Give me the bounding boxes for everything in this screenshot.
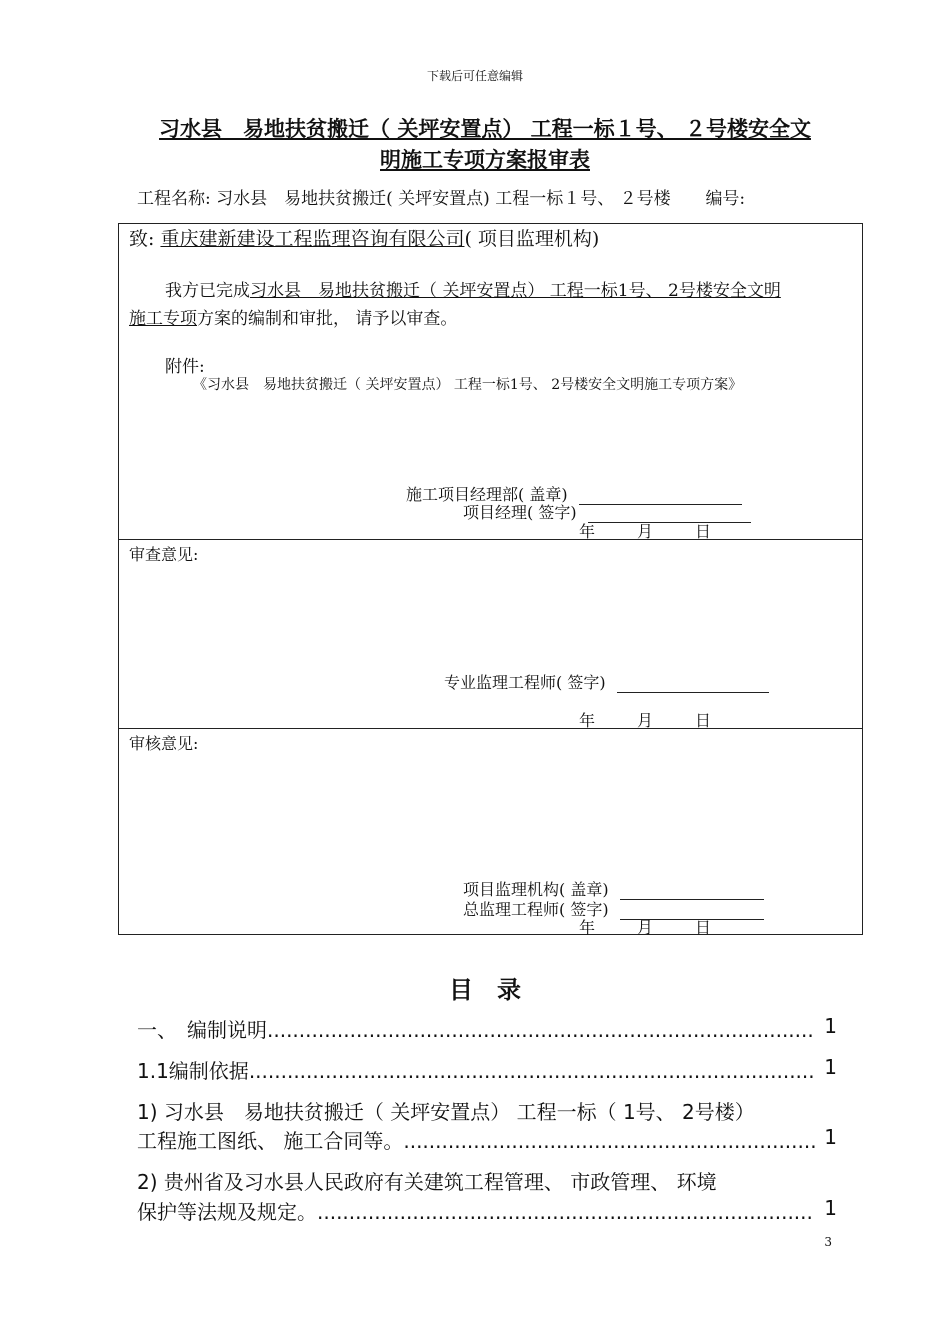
attachment-label: 附件:: [165, 357, 205, 377]
toc-entry-page: 1: [824, 1125, 837, 1149]
submission-plan-name: 习水县 易地扶贫搬迁（ 关坪安置点） 工程一标1号、 2号楼安全文明: [250, 281, 781, 301]
approval-form-table: [118, 223, 863, 935]
date-year: 年: [579, 522, 596, 541]
date-day: 日: [695, 522, 712, 541]
project-name-label: 工程名称:: [137, 189, 211, 209]
toc-leader-dots: .................................................................: [403, 1129, 817, 1153]
date-year: 年: [579, 711, 596, 730]
contractor-seal-label: 施工项目经理部( 盖章): [406, 485, 568, 504]
attachment-name: 《习水县 易地扶贫搬迁（ 关坪安置点） 工程一标1号、 2号楼安全文明施工专项方案》: [193, 377, 743, 393]
project-name-value: 习水县 易地扶贫搬迁( 关坪安置点) 工程一标１号、 ２号楼: [216, 189, 671, 209]
toc-title: 目 录: [449, 976, 521, 1004]
review-sign-label: 专业监理工程师( 签字): [444, 673, 606, 692]
toc-entry-page: 1: [824, 1014, 837, 1038]
toc-entry-line2[interactable]: [137, 1196, 837, 1225]
audit-label: 审核意见:: [129, 734, 199, 753]
review-sign-line: [444, 670, 769, 693]
date-day: 日: [695, 711, 712, 730]
date-month: 月: [637, 711, 654, 730]
audit-date: [579, 915, 753, 938]
submission-text-line1: [165, 276, 781, 301]
page-number: 3: [824, 1235, 832, 1249]
toc-entry-page: 1: [824, 1196, 837, 1220]
document-title-line2: 明施工专项方案报审表: [380, 148, 590, 172]
project-number-label: 编号:: [705, 189, 746, 209]
submission-plan-name-cont: 施工专项: [129, 309, 197, 329]
toc-leader-dots: .........................................................................................: [248, 1059, 815, 1083]
audit-seal-label: 项目监理机构( 盖章): [463, 880, 609, 899]
toc-entry-text: 一、 编制说明: [137, 1018, 267, 1042]
document-title-line1: 习水县 易地扶贫搬迁（ 关坪安置点） 工程一标１号、 ２号楼安全文: [159, 117, 811, 141]
manager-sign-label: 项目经理( 签字): [463, 503, 577, 522]
toc-entry-page: 1: [824, 1055, 837, 1079]
audit-section: [119, 728, 862, 935]
toc-entry-line2[interactable]: [137, 1125, 837, 1154]
toc-leader-dots: ......................................................................................: [267, 1018, 814, 1042]
toc-entry-text: 1.1编制依据: [137, 1059, 249, 1083]
submission-text-line2: [129, 304, 457, 329]
toc-entry-text: 保护等法规及规定。: [137, 1200, 317, 1224]
review-label: 审查意见:: [129, 545, 199, 564]
toc-entry-line1[interactable]: [137, 1096, 837, 1125]
chief-sign-label: 总监理工程师( 签字): [463, 900, 609, 919]
addressee-suffix: ( 项目监理机构): [464, 228, 600, 250]
toc-entry-text: 2) 贵州省及习水县人民政府有关建筑工程管理、 市政管理、 环境: [137, 1170, 717, 1194]
review-sign-blank[interactable]: [617, 678, 769, 693]
addressee-company: 重庆建新建设工程监理咨询有限公司: [160, 228, 465, 250]
date-month: 月: [637, 918, 654, 937]
date-year: 年: [579, 918, 596, 937]
toc-leader-dots: ..............................................................................: [317, 1200, 813, 1224]
toc-entry-text: 工程施工图纸、 施工合同等。: [137, 1129, 404, 1153]
header-note: 下载后可任意编辑: [426, 69, 523, 83]
toc-entry[interactable]: [137, 1055, 837, 1084]
toc-entry-text: 1) 习水县 易地扶贫搬迁（ 关坪安置点） 工程一标（ 1号、 2号楼）: [137, 1100, 755, 1124]
toc-entry-line1[interactable]: [137, 1166, 837, 1195]
date-month: 月: [637, 522, 654, 541]
submission-section: [119, 224, 862, 539]
toc-entry[interactable]: [137, 1014, 837, 1043]
submission-text-end: 方案的编制和审批， 请予以审查。: [197, 309, 458, 329]
project-info-line: [137, 184, 745, 209]
submission-text-start: 我方已完成: [165, 281, 250, 301]
addressee-prefix: 致:: [129, 228, 155, 250]
review-section: [119, 539, 862, 728]
date-day: 日: [695, 918, 712, 937]
addressee-line: [129, 224, 599, 251]
